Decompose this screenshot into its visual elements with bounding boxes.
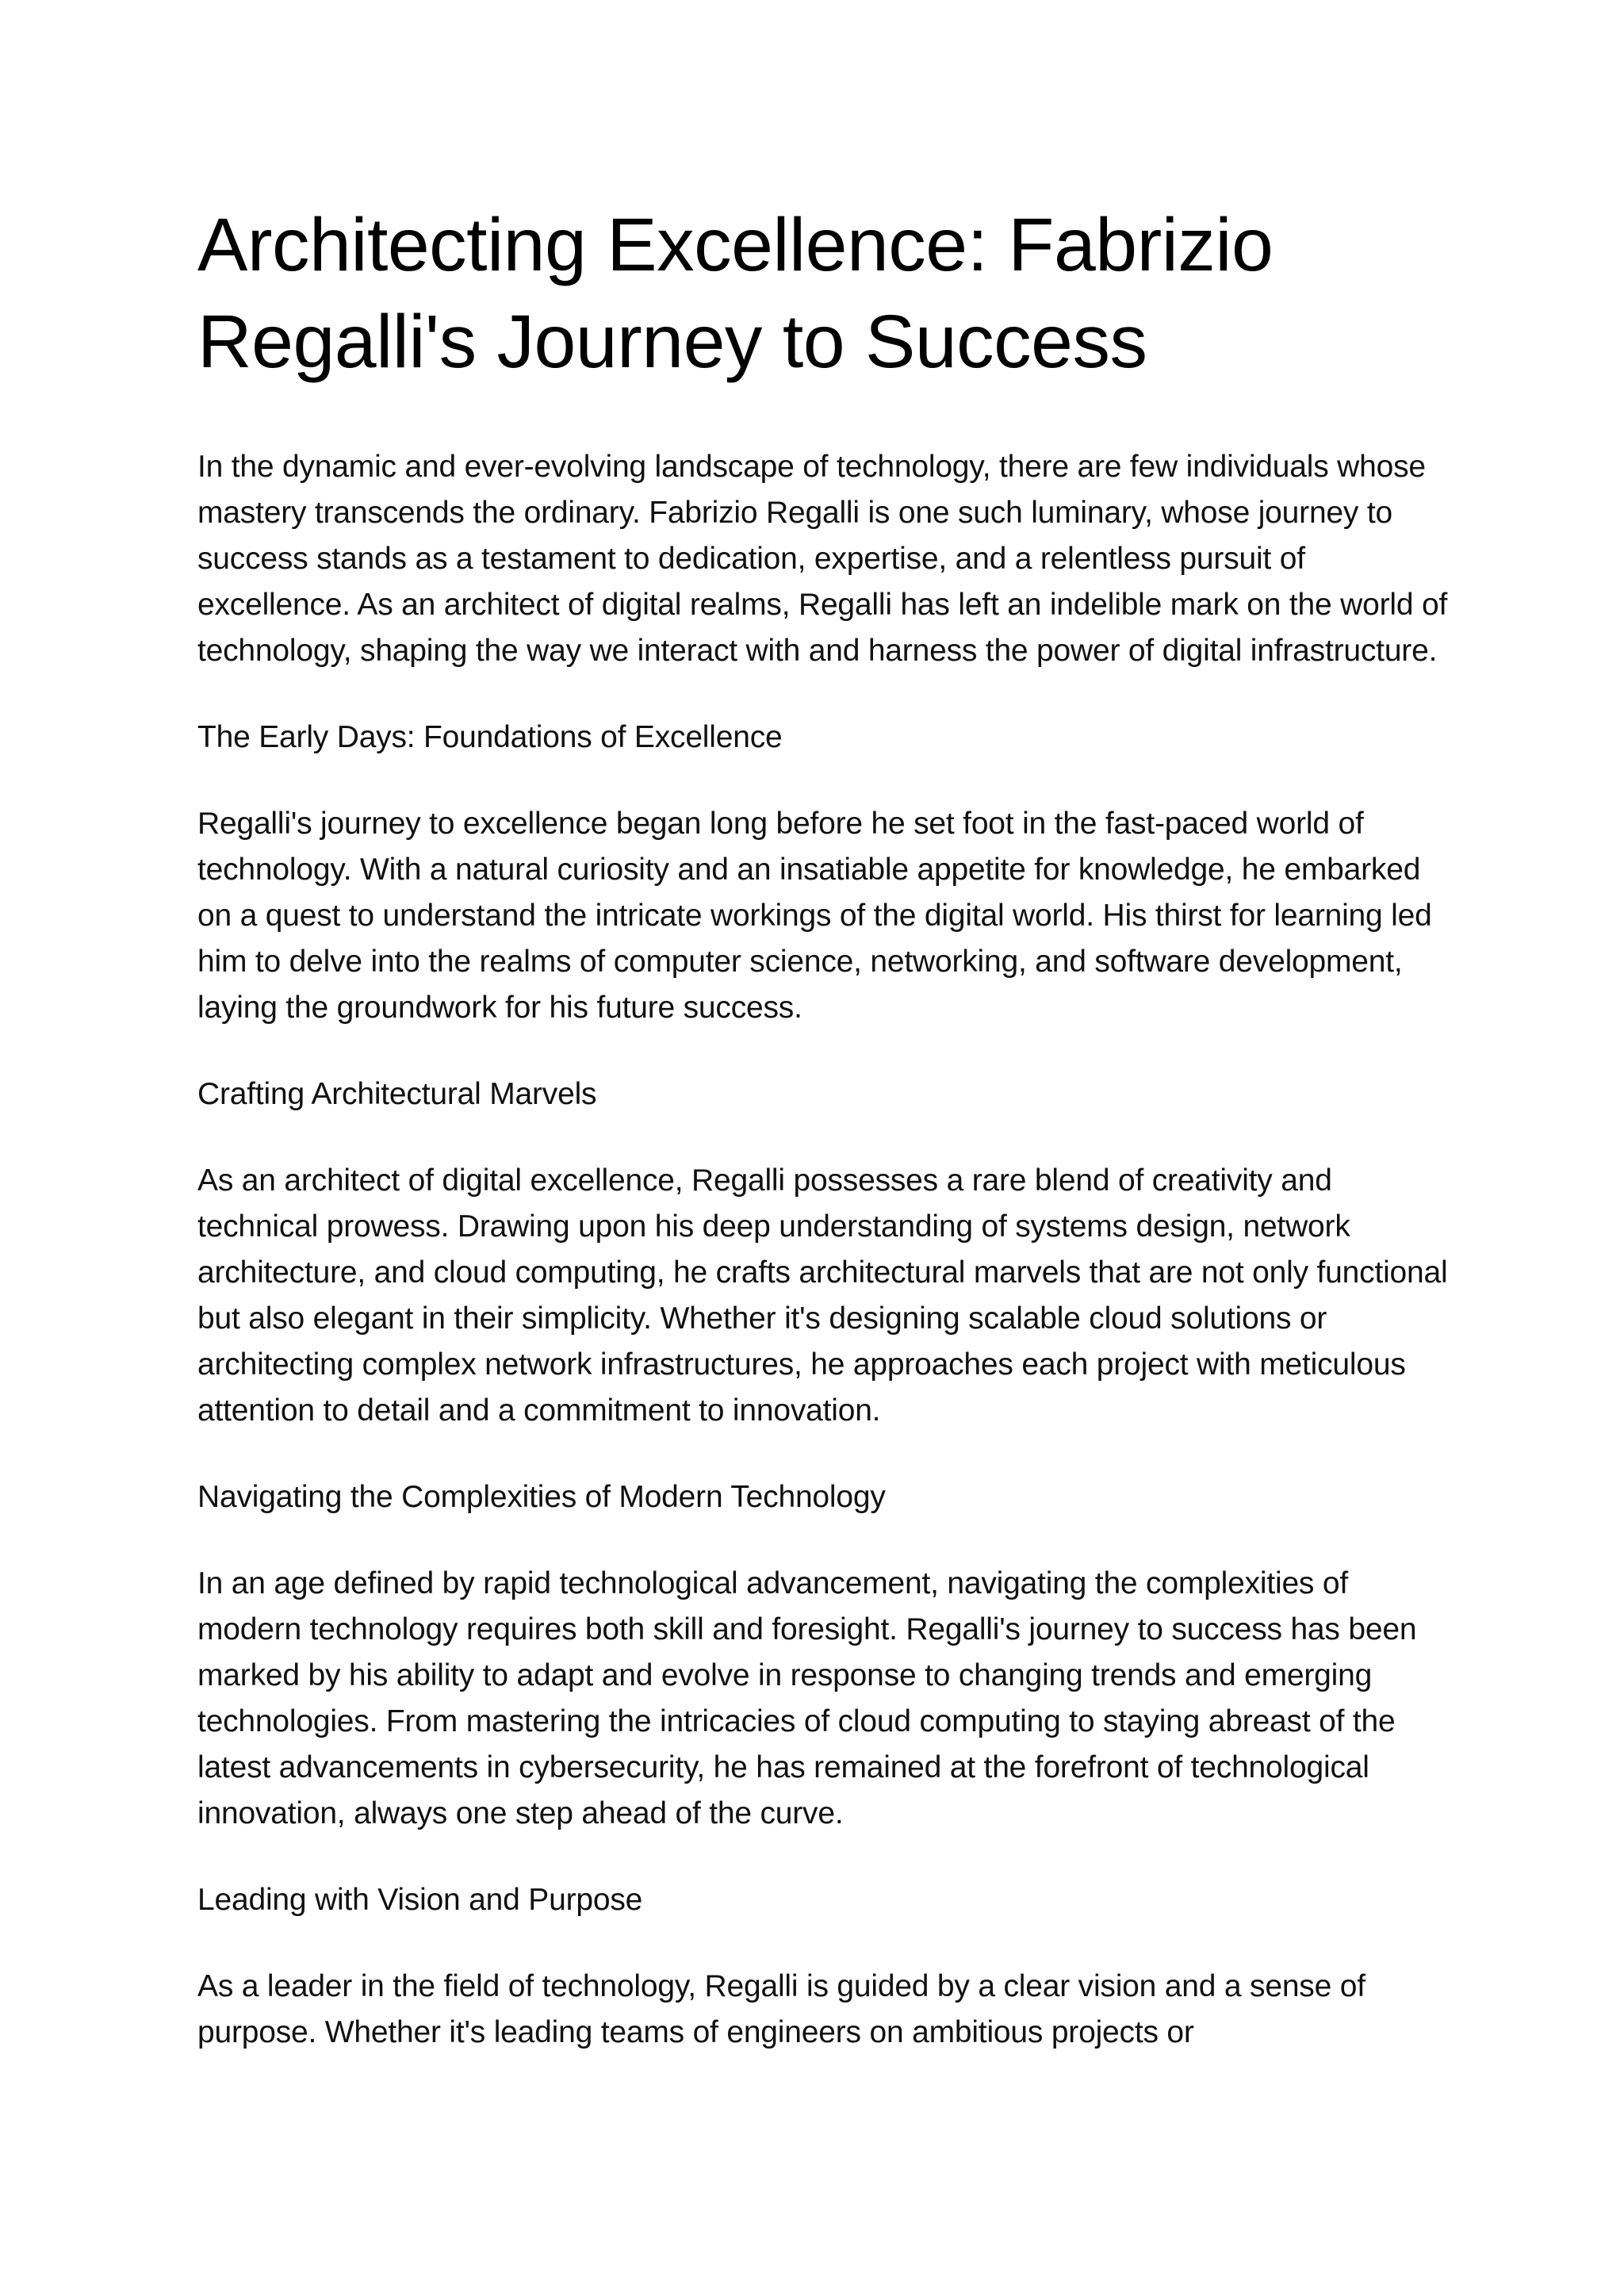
spacer [197,390,1450,444]
section-heading-architectural-marvels: Crafting Architectural Marvels [197,1077,597,1111]
section-heading-vision-purpose: Leading with Vision and Purpose [197,1883,643,1917]
section-heading-modern-technology: Navigating the Complexities of Modern Technology [197,1480,886,1514]
intro-paragraph: In the dynamic and ever-evolving landscape of technology, there are few individuals whose mastery transcends the ordinary. Fabrizio Regalli is one such luminary, whose journey to success stands as a testament to dedication, expertise, and a relentless pursuit of excellence. As an architect of digital realms, Regalli has left an indelible mark on the world of technology, shaping the way we interact with and harness the power of digital infrastructure. [197,450,1448,668]
document-title: Architecting Excellence: Fabrizio Regalli's Journey to Success [197,203,1274,384]
spacer [197,1923,1450,1964]
modern-technology-paragraph: In an age defined by rapid technological advancement, navigating the complexities of modern technology requires both skill and foresight. Regalli's journey to success has been marked by his ability to adapt and evolve in response to changing trends and emerging technologies. From mastering the intricacies of cloud computing to staying abreast of the latest advancements in cybersecurity, he has remained at the forefront of technological innovation, always one step ahead of the curve. [197,1566,1417,1830]
spacer [197,1520,1450,1561]
spacer [197,761,1450,801]
spacer [197,1434,1450,1474]
architectural-marvels-paragraph: As an architect of digital excellence, Regalli possesses a rare blend of creativity and technical prowess. Drawing upon his deep understanding of systems design, network architecture, and cloud computing, he crafts architectural marvels that are not only functional but also elegant in their simplicity. Whether it's designing scalable cloud solutions or architecting complex network infrastructures, he approaches each project with meticulous attention to detail and a commitment to innovation. [197,1163,1448,1428]
spacer [197,1031,1450,1071]
spacer [197,674,1450,715]
vision-purpose-paragraph: As a leader in the field of technology, Regalli is guided by a clear vision and a sense of purpose. Whether it's leading teams of engineers on ambitious projects or [197,1969,1365,2049]
early-days-paragraph: Regalli's journey to excellence began long before he set foot in the fast-paced world of technology. With a natural curiosity and an insatiable appetite for knowledge, he embarked on a quest to understand the intricate workings of the digital world. His thirst for learning led him to delve into the realms of computer science, networking, and software development, laying the groundwork for his future success. [197,807,1432,1025]
spacer [197,1837,1450,1877]
spacer [197,1117,1450,1158]
document-content [197,197,1450,2056]
section-heading-early-days: The Early Days: Foundations of Excellence [197,720,783,754]
